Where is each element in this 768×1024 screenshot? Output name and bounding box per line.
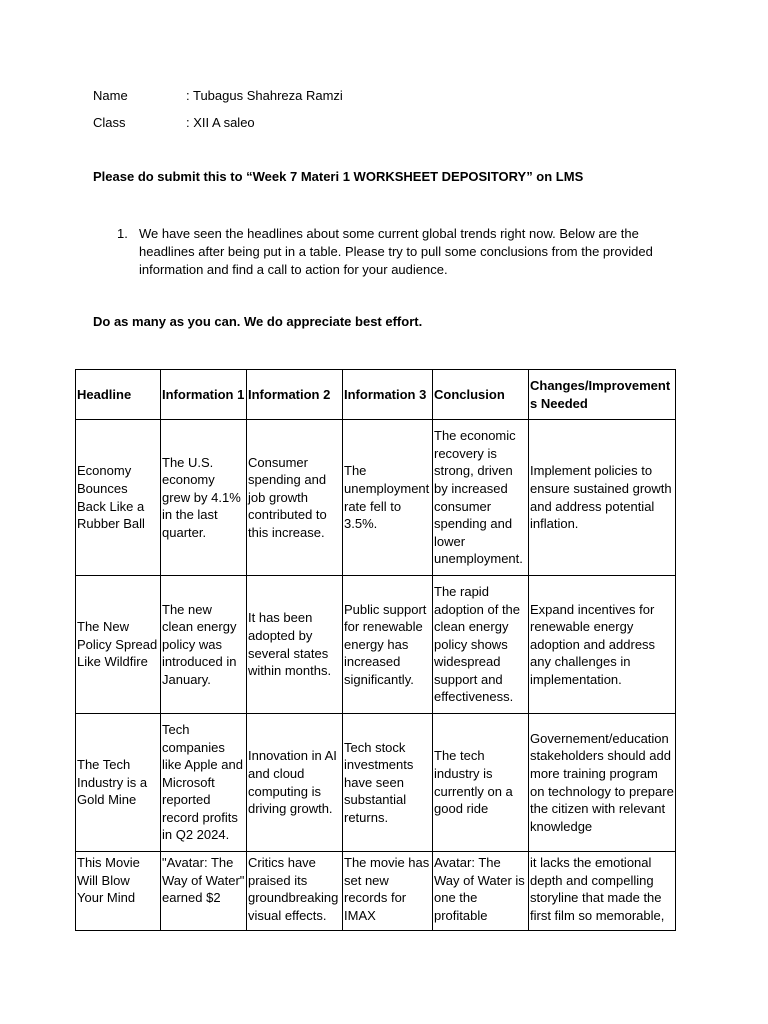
table-cell: The economic recovery is strong, driven by increased consumer spending and lower unemployment. (433, 420, 529, 576)
table-cell: This Movie Will Blow Your Mind (76, 852, 161, 931)
table-cell: "Avatar: The Way of Water" earned $2 (161, 852, 247, 931)
table-row (76, 852, 676, 931)
header-conclusion: Conclusion (433, 370, 529, 420)
table-cell: The tech industry is currently on a good ride (433, 714, 529, 852)
table-cell: It has been adopted by several states within months. (247, 576, 343, 714)
table-header-row (76, 370, 676, 420)
table-cell: it lacks the emotional depth and compelling storyline that made the first film so memorable, (529, 852, 676, 931)
question-number: 1. (117, 226, 128, 241)
header-information-2: Information 2 (247, 370, 343, 420)
table-cell: Tech stock investments have seen substantial returns. (343, 714, 433, 852)
class-row (93, 115, 255, 131)
table-cell: The New Policy Spread Like Wildfire (76, 576, 161, 714)
table-cell: Consumer spending and job growth contributed to this increase. (247, 420, 343, 576)
table-cell: Expand incentives for renewable energy adoption and address any challenges in implementation. (529, 576, 676, 714)
table-cell: The rapid adoption of the clean energy policy shows widespread support and effectiveness. (433, 576, 529, 714)
table-cell: The U.S. economy grew by 4.1% in the last quarter. (161, 420, 247, 576)
effort-note: Do as many as you can. We do appreciate best effort. (93, 314, 423, 329)
table-cell: The unemployment rate fell to 3.5%. (343, 420, 433, 576)
worksheet-table (75, 369, 676, 931)
question-text: We have seen the headlines about some current global trends right now. Below are the headlines after being put in a table. Please try to pull some conclusions from the provided information and find a call to action for your audience. (139, 226, 653, 277)
header-information-1: Information 1 (161, 370, 247, 420)
table-cell: Tech companies like Apple and Microsoft reported record profits in Q2 2024. (161, 714, 247, 852)
table-cell: Governement/education stakeholders should add more training program on technology to prepare the citizen with relevant knowledge (529, 714, 676, 852)
table-row (76, 420, 676, 576)
table-cell: Public support for renewable energy has increased significantly. (343, 576, 433, 714)
table-cell: Avatar: The Way of Water is one the profitable (433, 852, 529, 931)
header-information-3: Information 3 (343, 370, 433, 420)
table-cell: Critics have praised its groundbreaking visual effects. (247, 852, 343, 931)
class-label: Class (93, 115, 126, 130)
table-cell: The movie has set new records for IMAX (343, 852, 433, 931)
header-changes-improvements: Changes/Improvements Needed (529, 370, 676, 420)
table-cell: Innovation in AI and cloud computing is driving growth. (247, 714, 343, 852)
table-cell: Economy Bounces Back Like a Rubber Ball (76, 420, 161, 576)
class-value: : XII A saleo (186, 115, 255, 130)
table-cell: The new clean energy policy was introduced in January. (161, 576, 247, 714)
table-cell: The Tech Industry is a Gold Mine (76, 714, 161, 852)
name-value: : Tubagus Shahreza Ramzi (186, 88, 343, 103)
table-row (76, 576, 676, 714)
name-row (93, 88, 343, 104)
table-row (76, 714, 676, 852)
name-label: Name (93, 88, 128, 103)
header-headline: Headline (76, 370, 161, 420)
submit-note: Please do submit this to “Week 7 Materi 1 WORKSHEET DEPOSITORY” on LMS (93, 169, 584, 184)
table-cell: Implement policies to ensure sustained growth and address potential inflation. (529, 420, 676, 576)
